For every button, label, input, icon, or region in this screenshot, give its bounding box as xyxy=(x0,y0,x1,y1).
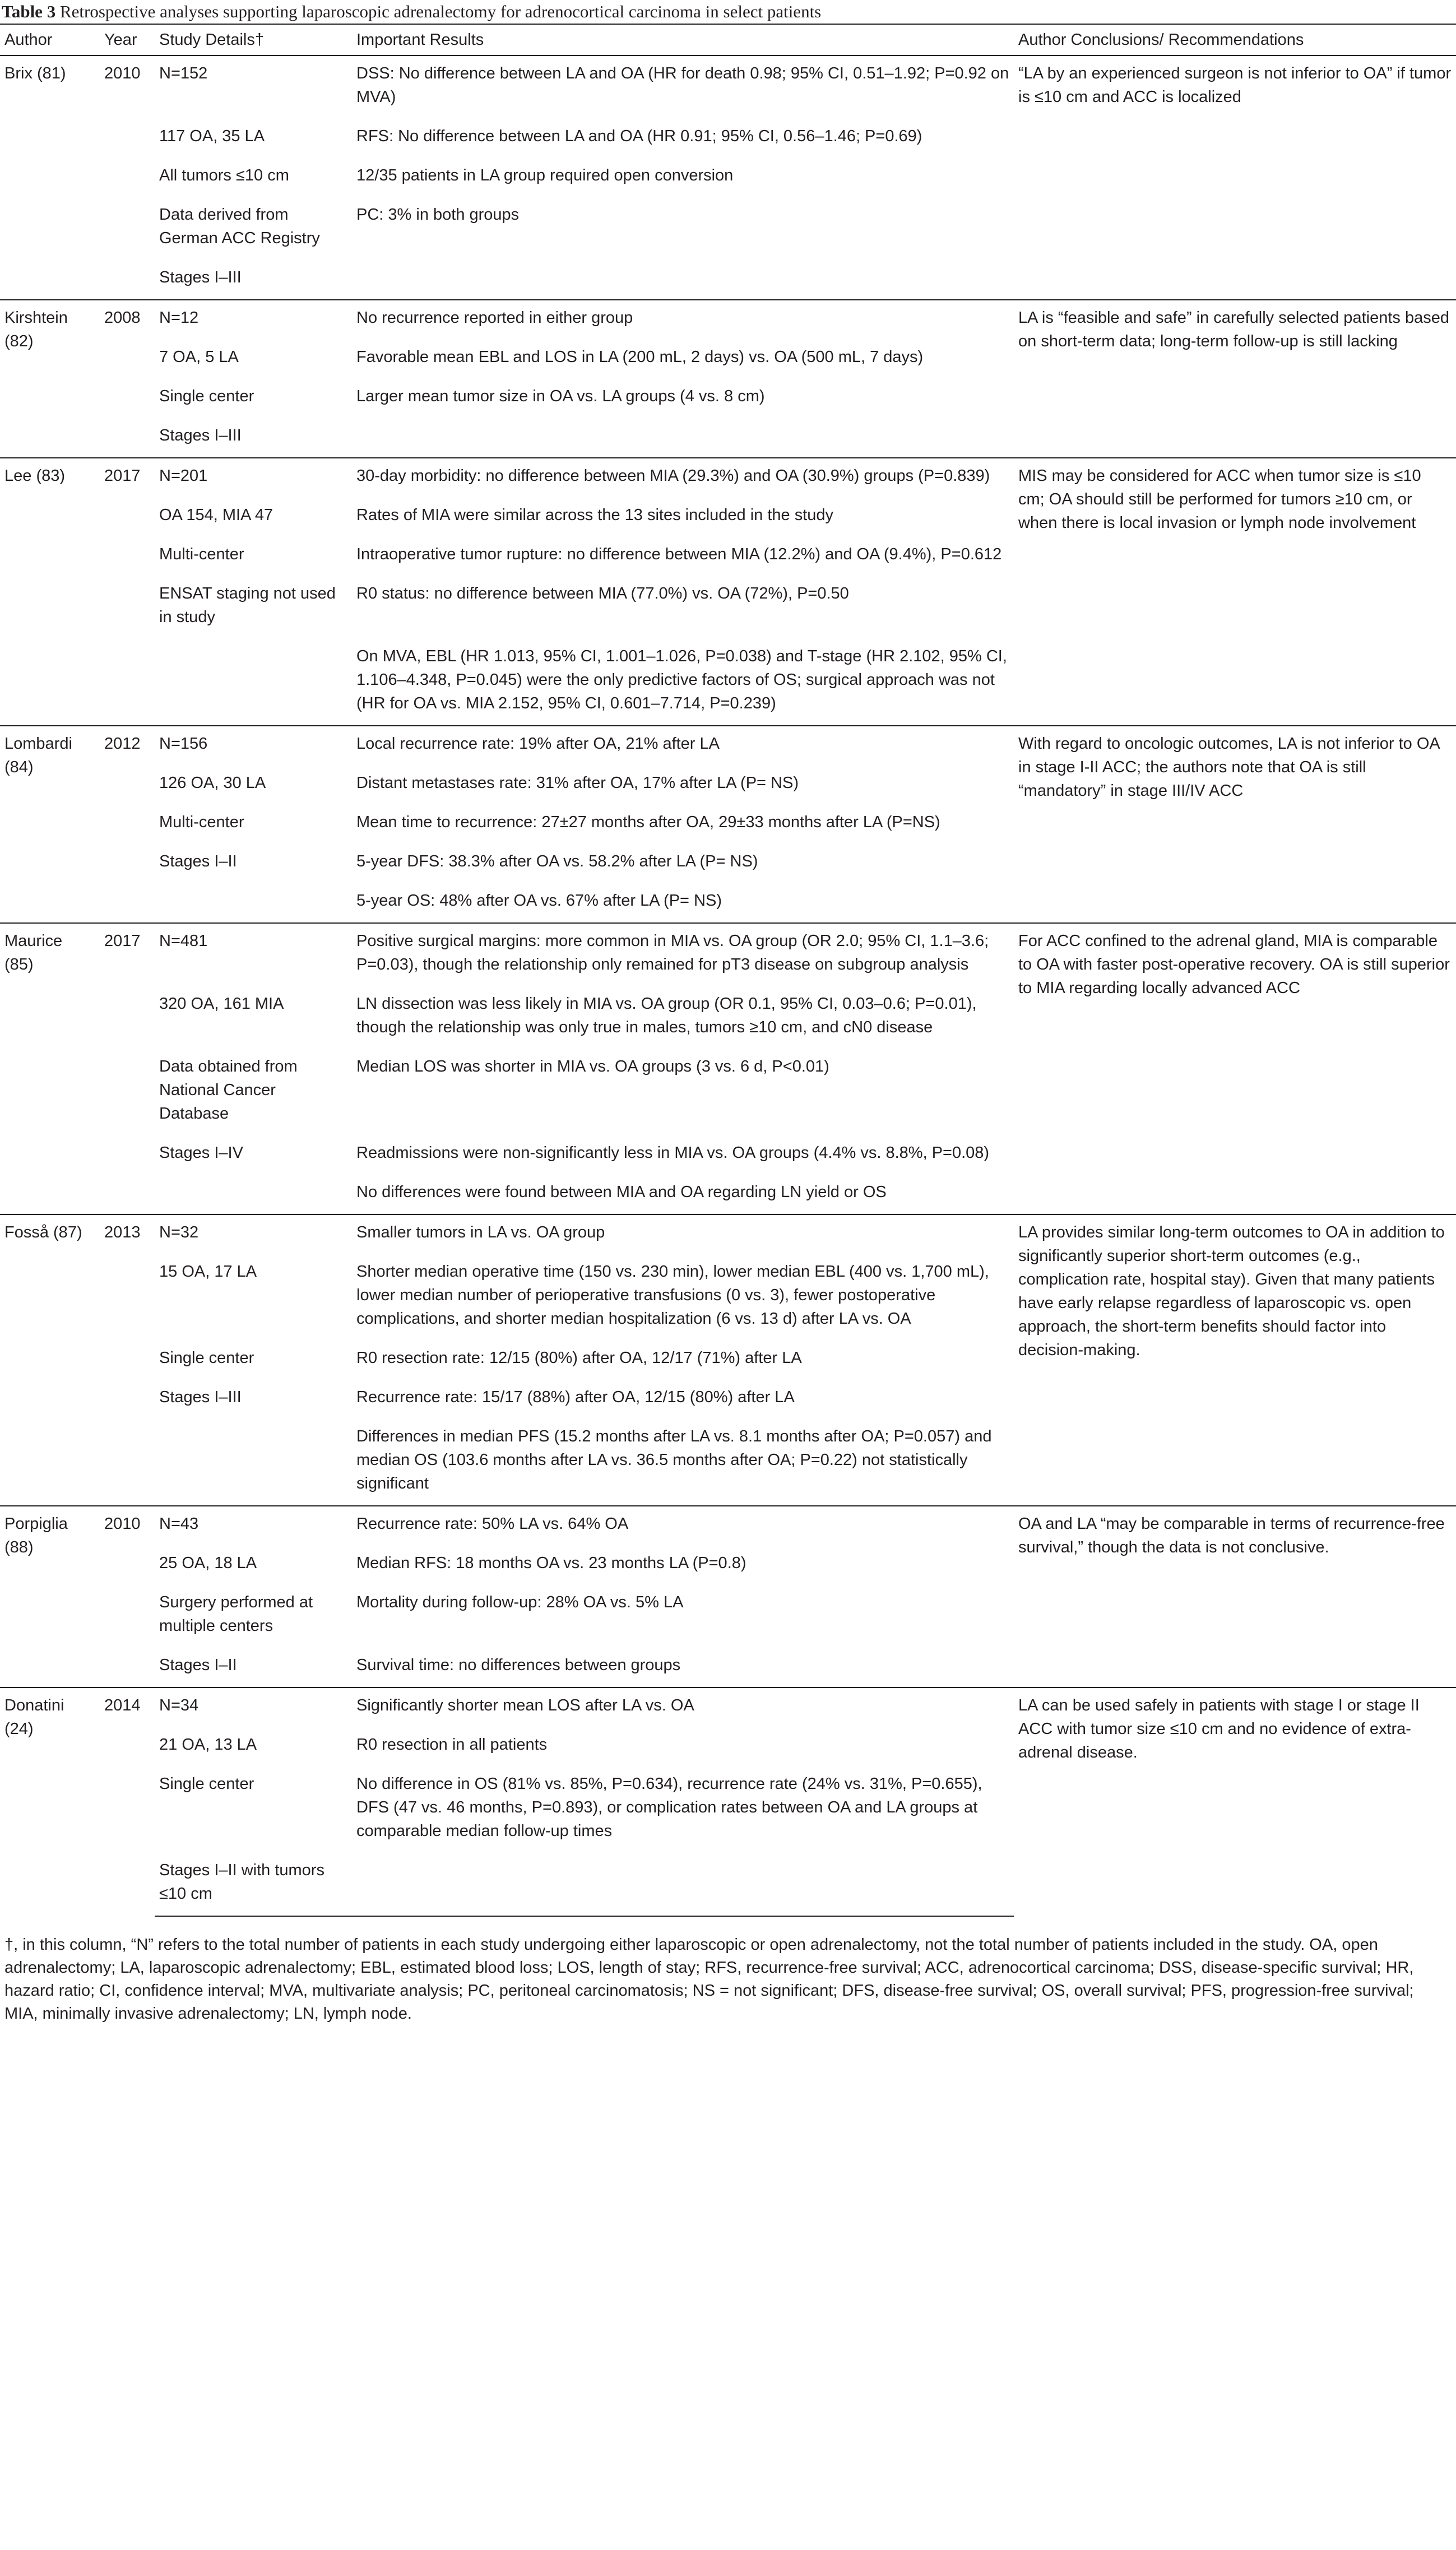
study-detail-cell: Multi-center xyxy=(159,545,244,563)
author-cell: Fosså (87) xyxy=(0,1214,100,1506)
study-detail-cell: Surgery performed at multiple centers xyxy=(159,1593,313,1635)
study-detail-cell: Stages I–II with tumors ≤10 cm xyxy=(155,1853,352,1916)
result-cell: Recurrence rate: 15/17 (88%) after OA, 12/15 (80%) after LA xyxy=(356,1388,795,1406)
result-cell: 5-year DFS: 38.3% after OA vs. 58.2% after LA (P= NS) xyxy=(356,852,758,870)
study-detail-cell: N=201 xyxy=(155,458,352,498)
study-detail-cell: Stages I–III xyxy=(159,1388,242,1406)
author-cell: Maurice (85) xyxy=(0,923,100,1214)
study-detail-cell: Data derived from German ACC Registry xyxy=(159,206,320,247)
result-cell: Recurrence rate: 50% LA vs. 64% OA xyxy=(352,1506,1014,1546)
conclusion-cell: With regard to oncologic outcomes, LA is not inferior to OA in stage I-II ACC; the authors note that OA is still “mandatory” in stage III/IV ACC xyxy=(1014,726,1456,923)
header-study-details: Study Details† xyxy=(155,24,352,55)
year-cell: 2017 xyxy=(100,458,155,726)
study-detail-cell xyxy=(155,883,352,923)
study-detail-cell xyxy=(155,1419,352,1506)
result-cell: No difference in OS (81% vs. 85%, P=0.634), recurrence rate (24% vs. 31%, P=0.655), DFS (47 vs. 46 months, P=0.893), or complication rates between OA and LA groups at comparable median follow-up times xyxy=(356,1775,982,1840)
conclusion-cell: For ACC confined to the adrenal gland, MIA is comparable to OA with faster post-operative recovery. OA is still superior to MIA regarding locally advanced ACC xyxy=(1014,923,1456,1214)
author-cell: Donatini (24) xyxy=(0,1687,100,1916)
conclusion-cell: “LA by an experienced surgeon is not inferior to OA” if tumor is ≤10 cm and ACC is localized xyxy=(1014,55,1456,300)
author-cell: Lombardi (84) xyxy=(0,726,100,923)
result-cell: Differences in median PFS (15.2 months after LA vs. 8.1 months after OA; P=0.057) and median OS (103.6 months after LA vs. 36.5 months after OA; P=0.22) not statistically significant xyxy=(356,1427,992,1492)
study-detail-cell: Stages I–II xyxy=(159,852,237,870)
result-cell: PC: 3% in both groups xyxy=(356,206,520,224)
result-cell: Larger mean tumor size in OA vs. LA groups (4 vs. 8 cm) xyxy=(356,387,765,405)
table-label: Table 3 xyxy=(2,2,56,21)
table-row xyxy=(0,923,1456,986)
study-detail-cell: N=34 xyxy=(155,1687,352,1727)
year-cell: 2012 xyxy=(100,726,155,923)
study-detail-cell xyxy=(155,639,352,726)
table-row xyxy=(0,300,1456,340)
result-cell: Local recurrence rate: 19% after OA, 21% after LA xyxy=(352,726,1014,766)
author-cell: Brix (81) xyxy=(0,55,100,300)
author-cell: Kirshtein (82) xyxy=(0,300,100,458)
result-cell: Median RFS: 18 months OA vs. 23 months LA (P=0.8) xyxy=(356,1554,746,1572)
study-detail-cell: OA 154, MIA 47 xyxy=(159,506,273,524)
result-cell: Shorter median operative time (150 vs. 230 min), lower median EBL (400 vs. 1,700 mL), lower median number of perioperative transfusions (0 vs. 3), fewer postoperative complications, and shorter median hospitalization (6 vs. 13 d) after LA vs. OA xyxy=(356,1263,989,1328)
study-detail-cell: Stages I–II xyxy=(159,1656,237,1674)
result-cell: Rates of MIA were similar across the 13 sites included in the study xyxy=(356,506,834,524)
result-cell: Median LOS was shorter in MIA vs. OA groups (3 vs. 6 d, P<0.01) xyxy=(356,1058,829,1075)
result-cell: Mean time to recurrence: 27±27 months after OA, 29±33 months after LA (P=NS) xyxy=(356,813,940,831)
table-row xyxy=(0,458,1456,498)
conclusion-cell: OA and LA “may be comparable in terms of recurrence-free survival,” though the data is not conclusive. xyxy=(1014,1506,1456,1687)
table-row xyxy=(0,55,1456,119)
study-detail-cell: Data obtained from National Cancer Database xyxy=(159,1058,298,1123)
header-conclusions: Author Conclusions/ Recommendations xyxy=(1014,24,1456,55)
study-detail-cell: N=12 xyxy=(155,300,352,340)
header-author: Author xyxy=(0,24,100,55)
result-cell: Mortality during follow-up: 28% OA vs. 5% LA xyxy=(356,1593,684,1611)
results-table xyxy=(0,24,1456,1917)
study-detail-cell: 7 OA, 5 LA xyxy=(159,348,239,366)
result-cell: Significantly shorter mean LOS after LA vs. OA xyxy=(352,1687,1014,1727)
result-cell: Survival time: no differences between groups xyxy=(356,1656,681,1674)
study-detail-cell: 15 OA, 17 LA xyxy=(159,1263,257,1281)
author-cell: Porpiglia (88) xyxy=(0,1506,100,1687)
year-cell: 2010 xyxy=(100,1506,155,1687)
year-cell: 2008 xyxy=(100,300,155,458)
result-cell: 30-day morbidity: no difference between MIA (29.3%) and OA (30.9%) groups (P=0.839) xyxy=(352,458,1014,498)
header-year: Year xyxy=(100,24,155,55)
table-row xyxy=(0,1687,1456,1727)
result-cell: 5-year OS: 48% after OA vs. 67% after LA (P= NS) xyxy=(356,892,722,910)
study-detail-cell: Single center xyxy=(159,1349,254,1367)
author-cell: Lee (83) xyxy=(0,458,100,726)
result-cell: No differences were found between MIA and OA regarding LN yield or OS xyxy=(356,1183,887,1201)
year-cell: 2014 xyxy=(100,1687,155,1916)
result-cell: R0 resection in all patients xyxy=(356,1736,548,1754)
year-cell: 2013 xyxy=(100,1214,155,1506)
result-cell: RFS: No difference between LA and OA (HR 0.91; 95% CI, 0.56–1.46; P=0.69) xyxy=(356,127,922,145)
result-cell: Distant metastases rate: 31% after OA, 17% after LA (P= NS) xyxy=(356,774,799,792)
table-row xyxy=(0,1214,1456,1254)
study-detail-cell xyxy=(155,1175,352,1214)
year-cell: 2017 xyxy=(100,923,155,1214)
result-cell: Readmissions were non-significantly less in MIA vs. OA groups (4.4% vs. 8.8%, P=0.08) xyxy=(356,1144,990,1162)
study-detail-cell: N=156 xyxy=(155,726,352,766)
result-cell: LN dissection was less likely in MIA vs. OA group (OR 0.1, 95% CI, 0.03–0.6; P=0.01), though the relationship was only true in males, tumors ≥10 cm, and cN0 disease xyxy=(356,995,977,1036)
result-cell xyxy=(352,418,1014,458)
result-cell: DSS: No difference between LA and OA (HR for death 0.98; 95% CI, 0.51–1.92; P=0.92 on MVA) xyxy=(352,55,1014,119)
conclusion-cell: LA can be used safely in patients with stage I or stage II ACC with tumor size ≤10 cm and no evidence of extra-adrenal disease. xyxy=(1014,1687,1456,1916)
header-row xyxy=(0,24,1456,55)
study-detail-cell: Single center xyxy=(159,1775,254,1793)
study-detail-cell: N=481 xyxy=(155,923,352,986)
result-cell: Intraoperative tumor rupture: no difference between MIA (12.2%) and OA (9.4%), P=0.612 xyxy=(356,545,1002,563)
study-detail-cell: ENSAT staging not used in study xyxy=(159,585,336,626)
conclusion-cell: MIS may be considered for ACC when tumor size is ≤10 cm; OA should still be performed for tumors ≥10 cm, or when there is local invasion or lymph node involvement xyxy=(1014,458,1456,726)
result-cell xyxy=(352,1853,1014,1916)
study-detail-cell: Stages I–IV xyxy=(159,1144,243,1162)
table-footnote: †, in this column, “N” refers to the total number of patients in each study undergoing either laparoscopic or open adrenalectomy, not the total number of patients included in the study. OA, open adrenalectomy; LA, laparoscopic adrenalectomy; EBL, estimated blood loss; LOS, length of stay; RFS, recurrence-free survival; ACC, adrenocortical carcinoma; DSS, disease-specific survival; HR, hazard ratio; CI, confidence interval; MVA, multivariate analysis; PC, peritoneal carcinomatosis; NS = not significant; DFS, disease-free survival; OS, overall survival; PFS, progression-free survival; MIA, minimally invasive adrenalectomy; LN, lymph node. xyxy=(4,1936,1414,2023)
result-cell: R0 resection rate: 12/15 (80%) after OA, 12/17 (71%) after LA xyxy=(356,1349,802,1367)
study-detail-cell: Single center xyxy=(159,387,254,405)
result-cell: Smaller tumors in LA vs. OA group xyxy=(352,1214,1014,1254)
study-detail-cell: 117 OA, 35 LA xyxy=(159,127,265,145)
study-detail-cell: 25 OA, 18 LA xyxy=(159,1554,257,1572)
study-detail-cell: Stages I–III xyxy=(159,426,242,444)
study-detail-cell: 126 OA, 30 LA xyxy=(159,774,266,792)
result-cell: Positive surgical margins: more common in MIA vs. OA group (OR 2.0; 95% CI, 1.1–3.6; P=0.03), though the relationship only remained for pT3 disease on subgroup analysis xyxy=(352,923,1014,986)
table-caption xyxy=(0,0,1456,24)
result-cell: On MVA, EBL (HR 1.013, 95% CI, 1.001–1.026, P=0.038) and T-stage (HR 2.102, 95% CI, 1.106–4.348, P=0.045) were the only predictive factors of OS; surgical approach was not (HR for OA vs. MIA 2.152, 95% CI, 0.601–7.714, P=0.239) xyxy=(356,647,1007,712)
result-cell: 12/35 patients in LA group required open conversion xyxy=(356,166,734,184)
conclusion-cell: LA provides similar long-term outcomes to OA in addition to significantly superior short-term outcomes (e.g., complication rate, hospital stay). Given that many patients have early relapse regardless of laparoscopic vs. open approach, the short-term benefits should factor into decision-making. xyxy=(1014,1214,1456,1506)
table-title: Retrospective analyses supporting laparoscopic adrenalectomy for adrenocortical carcinoma in select patients xyxy=(59,2,822,21)
study-detail-cell: 21 OA, 13 LA xyxy=(159,1736,257,1754)
study-detail-cell: N=43 xyxy=(155,1506,352,1546)
study-detail-cell: N=32 xyxy=(155,1214,352,1254)
table-row xyxy=(0,726,1456,766)
table-body xyxy=(0,55,1456,1916)
header-important-results: Important Results xyxy=(352,24,1014,55)
study-detail-cell: All tumors ≤10 cm xyxy=(159,166,289,184)
study-detail-cell: Stages I–III xyxy=(159,268,242,286)
study-detail-cell: 320 OA, 161 MIA xyxy=(159,995,284,1013)
result-cell: Favorable mean EBL and LOS in LA (200 mL, 2 days) vs. OA (500 mL, 7 days) xyxy=(356,348,924,366)
study-detail-cell: Multi-center xyxy=(159,813,244,831)
result-cell xyxy=(352,260,1014,300)
conclusion-cell: LA is “feasible and safe” in carefully selected patients based on short-term data; long-term follow-up is still lacking xyxy=(1014,300,1456,458)
result-cell: No recurrence reported in either group xyxy=(352,300,1014,340)
result-cell: R0 status: no difference between MIA (77.0%) vs. OA (72%), P=0.50 xyxy=(356,585,849,602)
study-detail-cell: N=152 xyxy=(155,55,352,119)
year-cell: 2010 xyxy=(100,55,155,300)
table-row xyxy=(0,1506,1456,1546)
